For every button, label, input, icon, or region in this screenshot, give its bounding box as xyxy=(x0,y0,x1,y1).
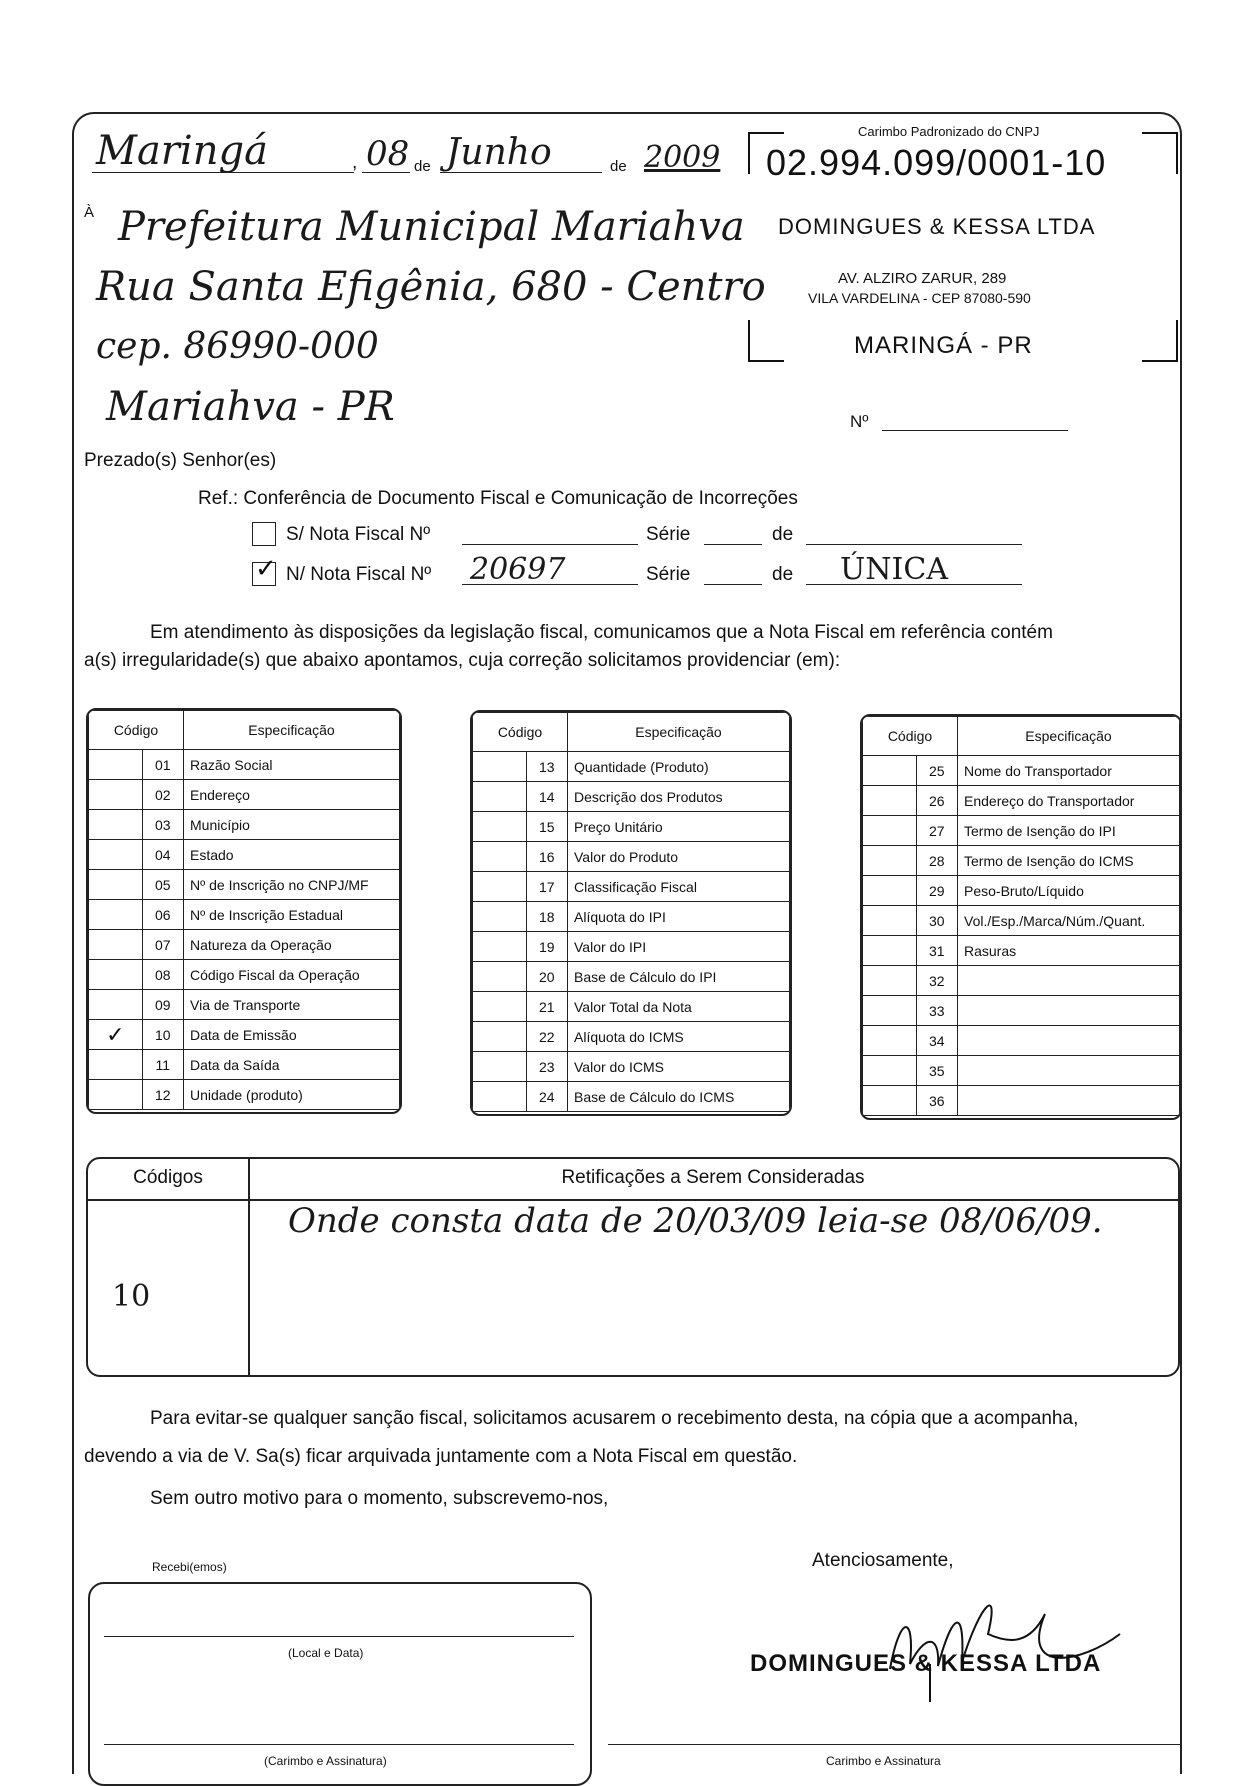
code-specification: Razão Social xyxy=(184,750,400,780)
local-date-label: (Local e Data) xyxy=(288,1646,364,1660)
mark-cell[interactable] xyxy=(89,900,143,930)
header-spec: Especificação xyxy=(568,713,790,752)
a-label: À xyxy=(84,204,95,221)
n-nota-serie-label: Série xyxy=(646,564,691,585)
number-label: Nº xyxy=(850,412,869,431)
de-label-1: de xyxy=(414,158,431,175)
code-number: 15 xyxy=(526,812,567,842)
code-number: 26 xyxy=(916,786,957,816)
code-number: 05 xyxy=(142,870,183,900)
table-row xyxy=(863,936,1180,966)
recipient-line-1: Prefeitura Municipal Mariahva xyxy=(118,204,745,250)
code-number: 27 xyxy=(916,816,957,846)
mark-cell[interactable] xyxy=(863,876,917,906)
code-number: 35 xyxy=(916,1056,957,1086)
code-specification xyxy=(958,966,1180,996)
recipient-line-2: Rua Santa Efigênia, 680 - Centro xyxy=(96,264,766,310)
n-nota-number: 20697 xyxy=(470,552,566,587)
mark-cell[interactable] xyxy=(473,1022,527,1052)
mark-cell[interactable] xyxy=(863,1026,917,1056)
code-number: 31 xyxy=(916,936,957,966)
code-specification xyxy=(958,1056,1180,1086)
table-row xyxy=(473,812,790,842)
code-specification: Base de Cálculo do ICMS xyxy=(568,1082,790,1112)
intro-line-1: Em atendimento às disposições da legislação fiscal, comunicamos que a Nota Fiscal em referência contém xyxy=(150,622,1053,643)
code-specification: Município xyxy=(184,810,400,840)
intro-line-2: a(s) irregularidade(s) que abaixo apontamos, cuja correção solicitamos providenciar (em): xyxy=(84,650,841,671)
table-row xyxy=(473,1052,790,1082)
table-row xyxy=(89,870,400,900)
table-row xyxy=(473,1082,790,1112)
code-specification: Valor Total da Nota xyxy=(568,992,790,1022)
mark-cell[interactable] xyxy=(863,966,917,996)
mark-cell[interactable] xyxy=(863,756,917,786)
table-row xyxy=(89,1020,400,1050)
code-number: 24 xyxy=(526,1082,567,1112)
code-number: 33 xyxy=(916,996,957,1026)
mark-cell[interactable] xyxy=(89,960,143,990)
sender-signature-line xyxy=(608,1744,1182,1745)
codes-table-3 xyxy=(860,714,1182,1120)
code-number: 22 xyxy=(526,1022,567,1052)
code-specification: Valor do IPI xyxy=(568,932,790,962)
stamp-company: DOMINGUES & KESSA LTDA xyxy=(778,214,1096,239)
rectification-codes-header: Códigos xyxy=(133,1167,203,1188)
code-specification: Natureza da Operação xyxy=(184,930,400,960)
code-number: 11 xyxy=(142,1050,183,1080)
code-specification: Valor do Produto xyxy=(568,842,790,872)
mark-cell[interactable] xyxy=(863,786,917,816)
mark-cell[interactable] xyxy=(863,996,917,1026)
code-number: 17 xyxy=(526,872,567,902)
mark-cell[interactable] xyxy=(473,872,527,902)
mark-cell[interactable] xyxy=(473,842,527,872)
code-specification: Quantidade (Produto) xyxy=(568,752,790,782)
receiver-signature-line[interactable] xyxy=(104,1744,574,1745)
s-nota-serie-label: Série xyxy=(646,524,691,545)
mark-cell[interactable] xyxy=(89,780,143,810)
mark-cell[interactable] xyxy=(89,930,143,960)
code-specification: Unidade (produto) xyxy=(184,1080,400,1110)
number-line xyxy=(882,430,1068,431)
s-nota-serie-line xyxy=(704,544,762,545)
checkbox-n-nota[interactable] xyxy=(252,553,277,586)
header-spec: Especificação xyxy=(958,717,1180,756)
local-date-line[interactable] xyxy=(104,1636,574,1637)
month-line xyxy=(440,172,602,173)
code-number: 19 xyxy=(526,932,567,962)
table-row xyxy=(89,810,400,840)
mark-cell[interactable] xyxy=(473,812,527,842)
code-number: 06 xyxy=(142,900,183,930)
code-specification: Vol./Esp./Marca/Núm./Quant. xyxy=(958,906,1180,936)
code-specification: Valor do ICMS xyxy=(568,1052,790,1082)
table-row xyxy=(89,990,400,1020)
s-nota-number-line xyxy=(462,544,638,545)
table-row xyxy=(89,900,400,930)
receiver-signature-label: (Carimbo e Assinatura) xyxy=(264,1754,387,1768)
code-number: 07 xyxy=(142,930,183,960)
code-number: 28 xyxy=(916,846,957,876)
table-row xyxy=(89,750,400,780)
sender-signature-label: Carimbo e Assinatura xyxy=(826,1754,941,1768)
mark-cell[interactable] xyxy=(473,752,527,782)
header-code: Código xyxy=(473,713,568,752)
check-icon: ✓ xyxy=(255,553,277,583)
mark-cell[interactable] xyxy=(89,1050,143,1080)
code-specification: Base de Cálculo do IPI xyxy=(568,962,790,992)
stamp-cnpj: 02.994.099/0001-10 xyxy=(766,142,1107,183)
mark-cell[interactable] xyxy=(89,810,143,840)
code-number: 02 xyxy=(142,780,183,810)
code-specification: Endereço do Transportador xyxy=(958,786,1180,816)
stamp-address-1: AV. ALZIRO ZARUR, 289 xyxy=(838,270,1007,287)
salutation: Prezado(s) Senhor(es) xyxy=(84,450,277,471)
code-specification: Via de Transporte xyxy=(184,990,400,1020)
table-row xyxy=(473,752,790,782)
table-row xyxy=(863,876,1180,906)
table-row xyxy=(863,1026,1180,1056)
rectification-title: Retificações a Serem Consideradas xyxy=(561,1167,865,1188)
code-specification: Alíquota do ICMS xyxy=(568,1022,790,1052)
code-specification: Nº de Inscrição Estadual xyxy=(184,900,400,930)
header-code: Código xyxy=(863,717,958,756)
code-number: 30 xyxy=(916,906,957,936)
table-row xyxy=(89,1050,400,1080)
mark-cell[interactable] xyxy=(89,840,143,870)
comma: , xyxy=(352,152,358,173)
code-number: 04 xyxy=(142,840,183,870)
code-specification: Data da Saída xyxy=(184,1050,400,1080)
table-row xyxy=(863,1086,1180,1116)
table-row xyxy=(89,930,400,960)
table-row xyxy=(89,840,400,870)
code-number: 25 xyxy=(916,756,957,786)
received-label: Recebi(emos) xyxy=(152,1560,227,1574)
code-specification xyxy=(958,1026,1180,1056)
closing-line-2: devendo a via de V. Sa(s) ficar arquivada juntamente com a Nota Fiscal em questão. xyxy=(84,1446,798,1467)
stamp-address-2: VILA VARDELINA - CEP 87080-590 xyxy=(808,290,1031,306)
code-specification: Data de Emissão xyxy=(184,1020,400,1050)
mark-cell[interactable] xyxy=(89,990,143,1020)
code-specification xyxy=(958,1086,1180,1116)
s-nota-de-label: de xyxy=(772,524,794,545)
year-handwritten: 2009 xyxy=(644,140,721,175)
city-line xyxy=(92,172,354,173)
mark-cell[interactable] xyxy=(473,992,527,1022)
code-number: 09 xyxy=(142,990,183,1020)
code-number: 23 xyxy=(526,1052,567,1082)
code-specification: Peso-Bruto/Líquido xyxy=(958,876,1180,906)
table-row xyxy=(863,996,1180,1026)
header-spec: Especificação xyxy=(184,711,400,750)
code-number: 21 xyxy=(526,992,567,1022)
code-specification: Estado xyxy=(184,840,400,870)
mark-cell[interactable] xyxy=(863,816,917,846)
table-row xyxy=(473,932,790,962)
mark-cell[interactable] xyxy=(863,936,917,966)
code-specification: Termo de Isenção do ICMS xyxy=(958,846,1180,876)
code-number: 20 xyxy=(526,962,567,992)
mark-cell[interactable] xyxy=(473,1052,527,1082)
table-row xyxy=(473,872,790,902)
stamp-corner-tr xyxy=(1142,132,1178,174)
code-number: 16 xyxy=(526,842,567,872)
mark-cell[interactable] xyxy=(89,1080,143,1110)
code-number: 29 xyxy=(916,876,957,906)
mark-cell[interactable] xyxy=(863,1056,917,1086)
code-specification: Termo de Isenção do IPI xyxy=(958,816,1180,846)
table-row xyxy=(473,962,790,992)
rectification-divider xyxy=(248,1159,250,1375)
stamp-city: MARINGÁ - PR xyxy=(854,332,1033,359)
table-row xyxy=(89,1080,400,1110)
rectification-text: Onde consta data de 20/03/09 leia-se 08/06/09. xyxy=(288,1201,1103,1241)
table-row xyxy=(473,902,790,932)
signature-scribble xyxy=(870,1574,1130,1704)
code-number: 12 xyxy=(142,1080,183,1110)
closing-line-1: Para evitar-se qualquer sanção fiscal, solicitamos acusarem o recebimento desta, na cópia que a acompanha, xyxy=(150,1408,1079,1429)
table-row xyxy=(863,1056,1180,1086)
code-number: 36 xyxy=(916,1086,957,1116)
table-row xyxy=(863,906,1180,936)
de-label-2: de xyxy=(610,158,627,175)
signer-company: DOMINGUES & KESSA LTDA xyxy=(750,1650,1102,1677)
table-row xyxy=(473,1022,790,1052)
code-specification: Rasuras xyxy=(958,936,1180,966)
code-specification: Classificação Fiscal xyxy=(568,872,790,902)
recipient-line-3: cep. 86990-000 xyxy=(96,326,379,367)
mark-cell[interactable] xyxy=(89,750,143,780)
code-number: 13 xyxy=(526,752,567,782)
mark-cell[interactable] xyxy=(863,846,917,876)
regards: Atenciosamente, xyxy=(812,1550,954,1571)
code-specification: Nº de Inscrição no CNPJ/MF xyxy=(184,870,400,900)
closing-line-3: Sem outro motivo para o momento, subscrevemo-nos, xyxy=(150,1488,609,1509)
code-number: 18 xyxy=(526,902,567,932)
codes-table-1 xyxy=(86,708,402,1114)
n-nota-label: N/ Nota Fiscal Nº xyxy=(286,564,432,585)
code-specification: Descrição dos Produtos xyxy=(568,782,790,812)
code-specification: Alíquota do IPI xyxy=(568,902,790,932)
s-nota-de-line xyxy=(806,544,1022,545)
recipient-line-4: Mariahva - PR xyxy=(106,384,395,430)
city-handwritten: Maringá xyxy=(96,128,268,174)
code-number: 01 xyxy=(142,750,183,780)
mark-cell[interactable] xyxy=(473,962,527,992)
mark-cell[interactable] xyxy=(473,902,527,932)
stamp-caption: Carimbo Padronizado do CNPJ xyxy=(858,124,1040,139)
stamp-corner-bl xyxy=(748,320,784,362)
rectification-box xyxy=(86,1157,1180,1377)
code-number: 03 xyxy=(142,810,183,840)
stamp-corner-br xyxy=(1142,320,1178,362)
day-line xyxy=(362,172,410,173)
table-row xyxy=(863,786,1180,816)
rectification-code: 10 xyxy=(112,1279,151,1314)
mark-cell[interactable] xyxy=(473,932,527,962)
s-nota-label: S/ Nota Fiscal Nº xyxy=(286,524,431,545)
mark-cell[interactable] xyxy=(89,870,143,900)
code-specification: Preço Unitário xyxy=(568,812,790,842)
table-row xyxy=(473,782,790,812)
n-nota-number-line xyxy=(462,584,638,585)
reference-title: Ref.: Conferência de Documento Fiscal e Comunicação de Incorreções xyxy=(198,488,798,509)
code-specification: Nome do Transportador xyxy=(958,756,1180,786)
table-row xyxy=(863,756,1180,786)
code-specification: Código Fiscal da Operação xyxy=(184,960,400,990)
code-number: 32 xyxy=(916,966,957,996)
table-row xyxy=(89,780,400,810)
n-nota-de-value: ÚNICA xyxy=(840,552,949,587)
header-code: Código xyxy=(89,711,184,750)
table-row xyxy=(473,842,790,872)
mark-cell[interactable]: ✓ xyxy=(89,1020,143,1050)
day-handwritten: 08 xyxy=(366,134,410,174)
code-number: 14 xyxy=(526,782,567,812)
code-number: 34 xyxy=(916,1026,957,1056)
table-row xyxy=(863,966,1180,996)
checkbox-s-nota[interactable] xyxy=(252,522,276,546)
table-row xyxy=(473,992,790,1022)
mark-cell[interactable] xyxy=(863,906,917,936)
n-nota-de-line xyxy=(806,584,1022,585)
n-nota-serie-line xyxy=(704,584,762,585)
table-row xyxy=(863,816,1180,846)
code-number: 10 xyxy=(142,1020,183,1050)
mark-cell[interactable] xyxy=(473,782,527,812)
table-row xyxy=(863,846,1180,876)
code-number: 08 xyxy=(142,960,183,990)
codes-table-2 xyxy=(470,710,792,1116)
month-handwritten: Junho xyxy=(446,132,552,173)
code-specification: Endereço xyxy=(184,780,400,810)
table-row xyxy=(89,960,400,990)
code-specification xyxy=(958,996,1180,1026)
mark-cell[interactable] xyxy=(863,1086,917,1116)
n-nota-de-label: de xyxy=(772,564,794,585)
mark-cell[interactable] xyxy=(473,1082,527,1112)
